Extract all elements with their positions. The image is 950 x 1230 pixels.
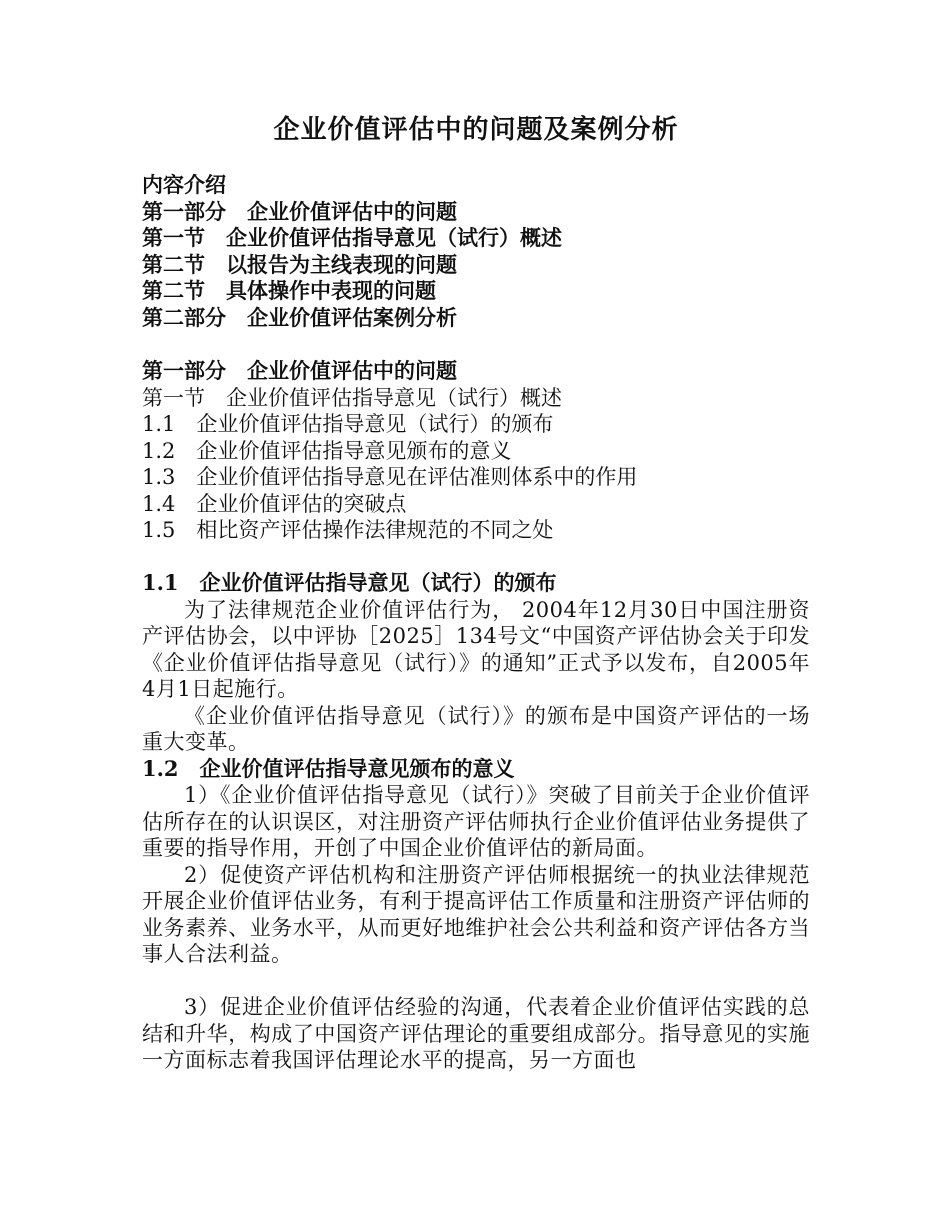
- paragraph: 2）促使资产评估机构和注册资产评估师根据统一的执业法律规范开展企业价值评估业务，有利于提高评估工作质量和注册资产评估师的业务素养、业务水平，从而更好地维护社会公共利益和资产评估各方当事人合法利益。: [142, 862, 810, 966]
- toc-item: 第一节 企业价值评估指导意见（试行）概述: [142, 225, 562, 250]
- part1-outline: [142, 358, 810, 544]
- body-content: [142, 570, 810, 1074]
- toc-item: 第二节 具体操作中表现的问题: [142, 278, 436, 303]
- paragraph: 《企业价值评估指导意见（试行）》的颁布是中国资产评估的一场重大变革。: [142, 703, 810, 754]
- toc-item: 第二节 以报告为主线表现的问题: [142, 251, 457, 277]
- part1-heading: 第一部分 企业价值评估中的问题: [142, 358, 457, 383]
- paragraph: 1）《企业价值评估指导意见（试行）》突破了目前关于企业价值评估所存在的认识误区，对注册资产评估师执行企业价值评估业务提供了重要的指导作用，开创了中国企业价值评估的新局面。: [142, 783, 810, 860]
- blank-line: [142, 968, 810, 995]
- outline-item: 1.4 企业价值评估的突破点: [142, 491, 407, 516]
- section-heading-1-2: 1.2 企业价值评估指导意见颁布的意义: [142, 755, 515, 781]
- outline-item: 1.1 企业价值评估指导意见（试行）的颁布: [142, 412, 554, 436]
- section-line: 第一节 企业价值评估指导意见（试行）概述: [142, 385, 562, 410]
- paragraph: 3）促进企业价值评估经验的沟通，代表着企业价值评估实践的总结和升华，构成了中国资产评估理论的重要组成部分。指导意见的实施一方面标志着我国评估理论水平的提高，另一方面也: [142, 995, 810, 1072]
- document-title: 企业价值评估中的问题及案例分析: [273, 115, 679, 145]
- toc-item: 第二部分 企业价值评估案例分析: [142, 304, 457, 330]
- table-of-contents: [142, 172, 810, 331]
- toc-heading: 内容介绍: [142, 172, 226, 197]
- outline-item: 1.3 企业价值评估指导意见在评估准则体系中的作用: [142, 465, 638, 489]
- outline-item: 1.5 相比资产评估操作法律规范的不同之处: [142, 518, 554, 542]
- toc-item: 第一部分 企业价值评估中的问题: [142, 198, 457, 224]
- paragraph: 为了法律规范企业价值评估行为， 2004年12月30日中国注册资产评估协会，以中评协［2025］134号文“中国资产评估协会关于印发《企业价值评估指导意见（试行）》的通知”正式予以发布，自2005年4月1日起施行。: [142, 597, 810, 701]
- outline-item: 1.2 企业价值评估指导意见颁布的意义: [142, 438, 512, 463]
- section-heading-1-1: 1.1 企业价值评估指导意见（试行）的颁布: [142, 570, 557, 595]
